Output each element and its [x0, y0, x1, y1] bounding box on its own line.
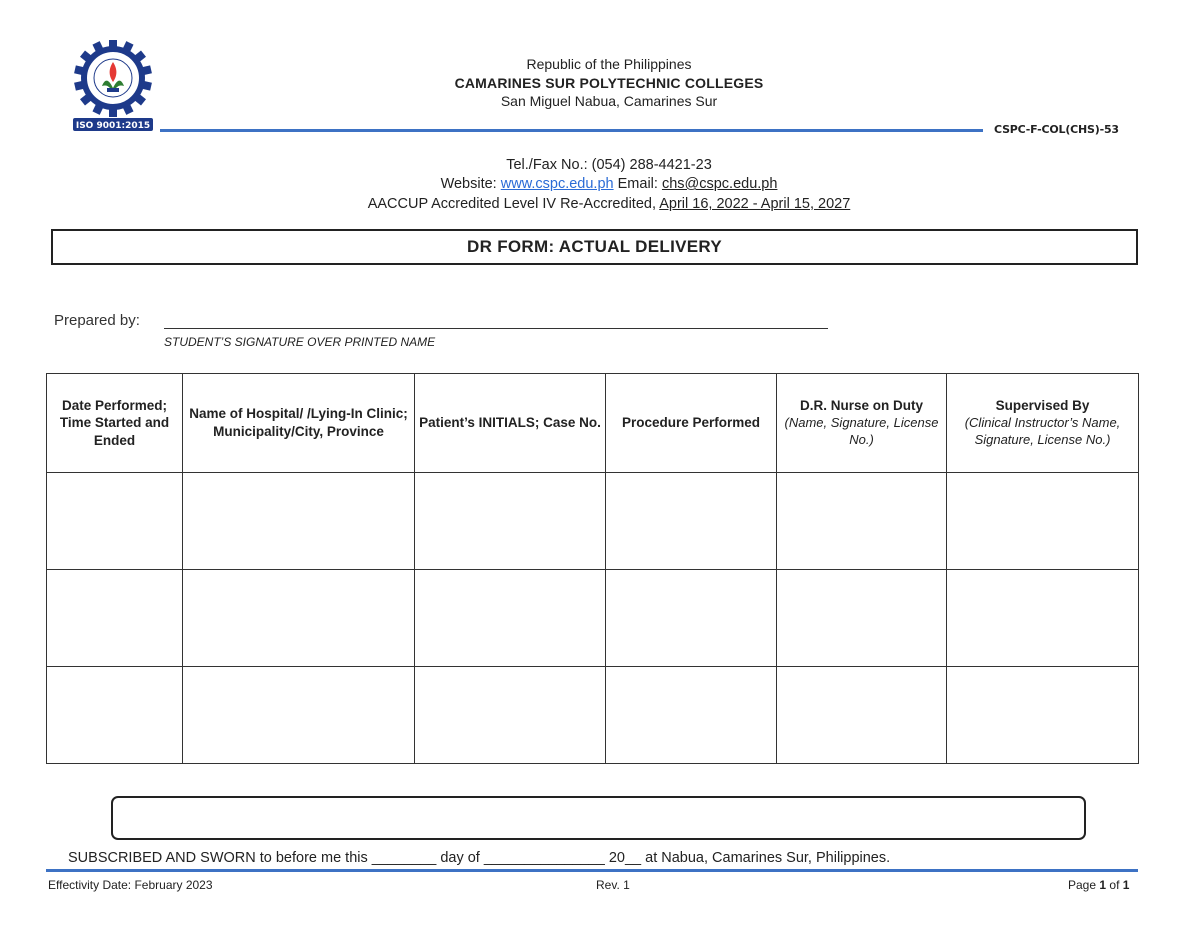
- college-address: San Miguel Nabua, Camarines Sur: [500, 93, 718, 109]
- effectivity-date: Effectivity Date: February 2023: [48, 878, 213, 892]
- prepared-by-label: Prepared by:: [54, 312, 140, 329]
- col-supervised-by: Supervised By (Clinical Instructor’s Name, Signature, License No.): [947, 374, 1139, 473]
- table-cell[interactable]: [606, 667, 777, 764]
- table-cell[interactable]: [947, 473, 1139, 570]
- table-cell[interactable]: [777, 473, 947, 570]
- table-cell[interactable]: [415, 473, 606, 570]
- col-dr-nurse: D.R. Nurse on Duty (Name, Signature, License No.): [777, 374, 947, 473]
- table-cell[interactable]: [777, 667, 947, 764]
- college-name: CAMARINES SUR POLYTECHNIC COLLEGES: [454, 75, 764, 91]
- iso-badge-text: ISO 9001:2015: [75, 121, 151, 131]
- accreditation-line: [0, 196, 1200, 212]
- page-number: Page 1 of 1: [1068, 878, 1130, 892]
- notary-blank-box[interactable]: [111, 796, 1086, 840]
- table-cell[interactable]: [183, 667, 415, 764]
- form-title: DR FORM: ACTUAL DELIVERY: [51, 229, 1138, 265]
- accreditation-dates: April 16, 2022 - April 15, 2027: [659, 196, 851, 212]
- col-date-performed: Date Performed; Time Started and Ended: [47, 374, 183, 473]
- website-link[interactable]: www.cspc.edu.ph: [500, 176, 614, 192]
- col-procedure: Procedure Performed: [606, 374, 777, 473]
- table-cell[interactable]: [415, 667, 606, 764]
- revision-number: Rev. 1: [596, 878, 630, 892]
- website-email-line: [0, 176, 1200, 192]
- table-cell[interactable]: [183, 473, 415, 570]
- prepared-by-signature-line[interactable]: [164, 328, 828, 329]
- col-patient-initials: Patient’s INITIALS; Case No.: [415, 374, 606, 473]
- signature-caption: STUDENT’S SIGNATURE OVER PRINTED NAME: [164, 335, 436, 349]
- form-code: CSPC-F-COL(CHS)-53: [994, 123, 1119, 136]
- table-cell[interactable]: [415, 570, 606, 667]
- table-row: [47, 667, 1139, 764]
- table-cell[interactable]: [47, 473, 183, 570]
- accreditation-text: AACCUP Accredited Level IV Re-Accredited,: [367, 196, 656, 212]
- tel-fax-line: Tel./Fax No.: (054) 288-4421-23: [506, 157, 712, 173]
- oath-statement: SUBSCRIBED AND SWORN to before me this ________ day of _______________ 20__ at Nabua, Camarines Sur, Philippines.: [68, 850, 891, 866]
- table-header-row: [47, 374, 1139, 473]
- republic-line: Republic of the Philippines: [526, 56, 692, 72]
- table-cell[interactable]: [606, 473, 777, 570]
- email-link[interactable]: chs@cspc.edu.ph: [661, 176, 778, 192]
- table-row: [47, 570, 1139, 667]
- table-cell[interactable]: [183, 570, 415, 667]
- col-dr-nurse-note: (Name, Signature, License No.): [784, 414, 939, 447]
- delivery-records-table: [46, 373, 1139, 764]
- col-hospital-name: Name of Hospital/ /Lying-In Clinic; Municipality/City, Province: [183, 374, 415, 473]
- table-cell[interactable]: [47, 570, 183, 667]
- table-row: [47, 473, 1139, 570]
- table-cell[interactable]: [777, 570, 947, 667]
- header-divider: [160, 129, 983, 132]
- email-label: Email:: [617, 176, 658, 192]
- table-cell[interactable]: [947, 667, 1139, 764]
- footer-divider: [46, 869, 1138, 872]
- table-cell[interactable]: [47, 667, 183, 764]
- table-cell[interactable]: [947, 570, 1139, 667]
- table-cell[interactable]: [606, 570, 777, 667]
- col-supervised-note: (Clinical Instructor’s Name, Signature, License No.): [964, 414, 1121, 447]
- website-label: Website:: [440, 176, 497, 192]
